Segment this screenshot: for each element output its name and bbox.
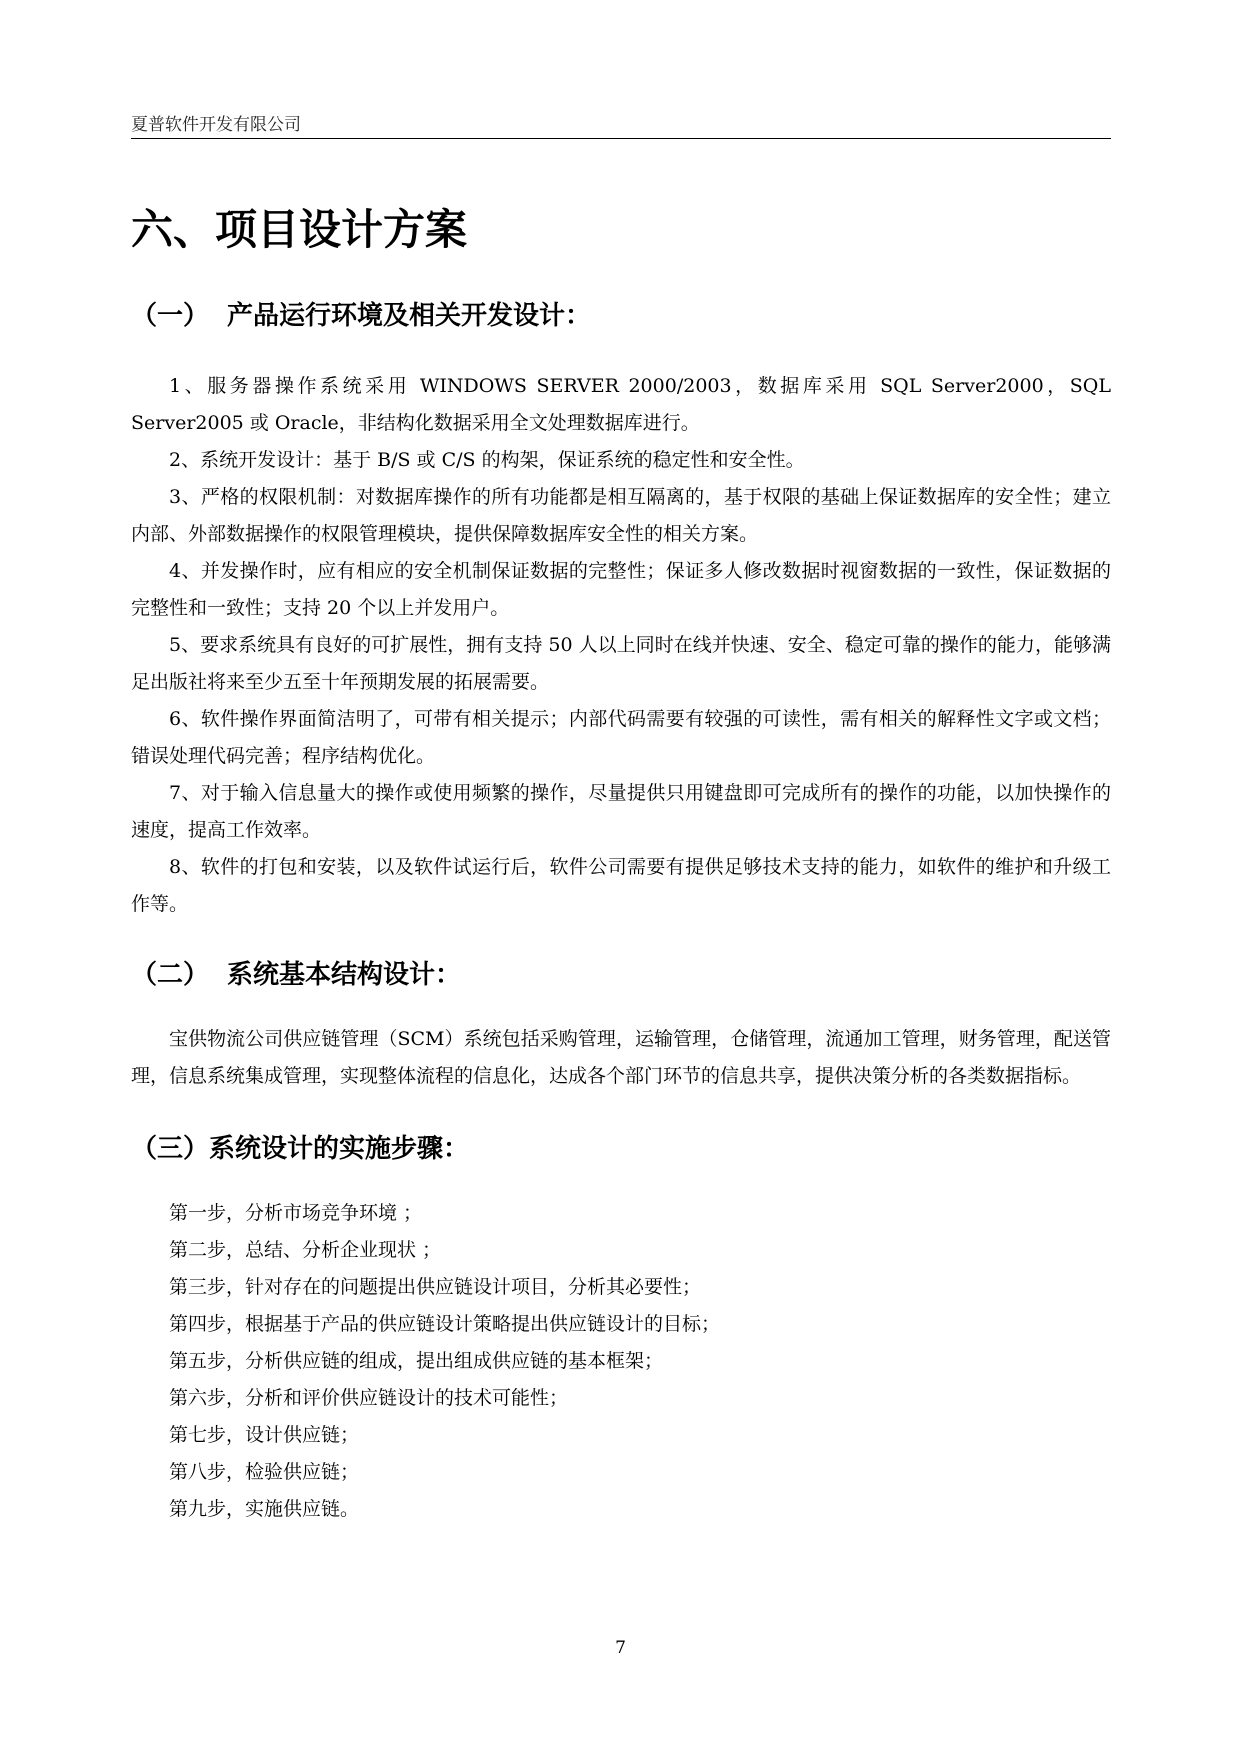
- section-2-title: 系统基本结构设计：: [227, 960, 462, 990]
- list-item: 第五步，分析供应链的组成，提出组成供应链的基本框架；: [169, 1350, 664, 1372]
- implementation-steps: [131, 1195, 1111, 1528]
- section-1-heading: [131, 296, 1111, 336]
- document-body: [131, 200, 1111, 1528]
- section-3-number: （三）: [131, 1134, 210, 1164]
- paragraph: 4、并发操作时，应有相应的安全机制保证数据的完整性；保证多人修改数据时视窗数据的一致性，保证数据的完整性和一致性；支持 20 个以上并发用户。: [131, 560, 1111, 619]
- list-item: 第二步，总结、分析企业现状 ；: [169, 1239, 442, 1261]
- section-1-paragraphs: [131, 368, 1111, 923]
- section-3-title: 系统设计的实施步骤：: [209, 1134, 470, 1164]
- paragraph: 1、服务器操作系统采用 WINDOWS SERVER 2000/2003，数据库采用 SQL Server2000，SQL Server2005 或 Oracle，非结构化数据采用全文处理数据库进行。: [131, 375, 1111, 434]
- list-item: 第三步，针对存在的问题提出供应链设计项目，分析其必要性；: [169, 1276, 702, 1298]
- paragraph: 宝供物流公司供应链管理（SCM）系统包括采购管理，运输管理，仓储管理，流通加工管理，财务管理，配送管理，信息系统集成管理，实现整体流程的信息化，达成各个部门环节的信息共享，提供决策分析的各类数据指标。: [131, 1028, 1111, 1087]
- paragraph: 3、严格的权限机制：对数据库操作的所有功能都是相互隔离的，基于权限的基础上保证数据库的安全性；建立内部、外部数据操作的权限管理模块，提供保障数据库安全性的相关方案。: [131, 486, 1111, 545]
- page-number: 7: [615, 1638, 626, 1658]
- list-item: 第一步，分析市场竞争环境 ；: [169, 1202, 423, 1224]
- list-item: 第八步，检验供应链；: [169, 1461, 360, 1483]
- running-header: 夏普软件开发有限公司: [131, 115, 301, 135]
- page-title: 六、项目设计方案: [131, 205, 468, 254]
- section-1-title: 产品运行环境及相关开发设计：: [227, 301, 592, 331]
- paragraph: 2、系统开发设计：基于 B/S 或 C/S 的构架，保证系统的稳定性和安全性。: [169, 449, 805, 471]
- section-1-number: （一）: [131, 301, 210, 331]
- header-divider: [131, 138, 1111, 139]
- list-item: 第四步，根据基于产品的供应链设计策略提出供应链设计的目标；: [169, 1313, 721, 1335]
- paragraph: 8、软件的打包和安装，以及软件试运行后，软件公司需要有提供足够技术支持的能力，如软件的维护和升级工作等。: [131, 856, 1111, 915]
- section-3-heading: [131, 1129, 1111, 1169]
- section-2-heading: [131, 955, 1111, 995]
- list-item: 第九步，实施供应链。: [169, 1498, 360, 1520]
- paragraph: 7、对于输入信息量大的操作或使用频繁的操作，尽量提供只用键盘即可完成所有的操作的功能，以加快操作的速度，提高工作效率。: [131, 782, 1111, 841]
- list-item: 第七步，设计供应链；: [169, 1424, 360, 1446]
- section-2-number: （二）: [131, 960, 210, 990]
- paragraph: 5、要求系统具有良好的可扩展性，拥有支持 50 人以上同时在线并快速、安全、稳定可靠的操作的能力，能够满足出版社将来至少五至十年预期发展的拓展需要。: [131, 634, 1111, 693]
- list-item: 第六步，分析和评价供应链设计的技术可能性；: [169, 1387, 569, 1409]
- paragraph: 6、软件操作界面简洁明了，可带有相关提示；内部代码需要有较强的可读性，需有相关的解释性文字或文档；错误处理代码完善；程序结构优化。: [131, 708, 1111, 767]
